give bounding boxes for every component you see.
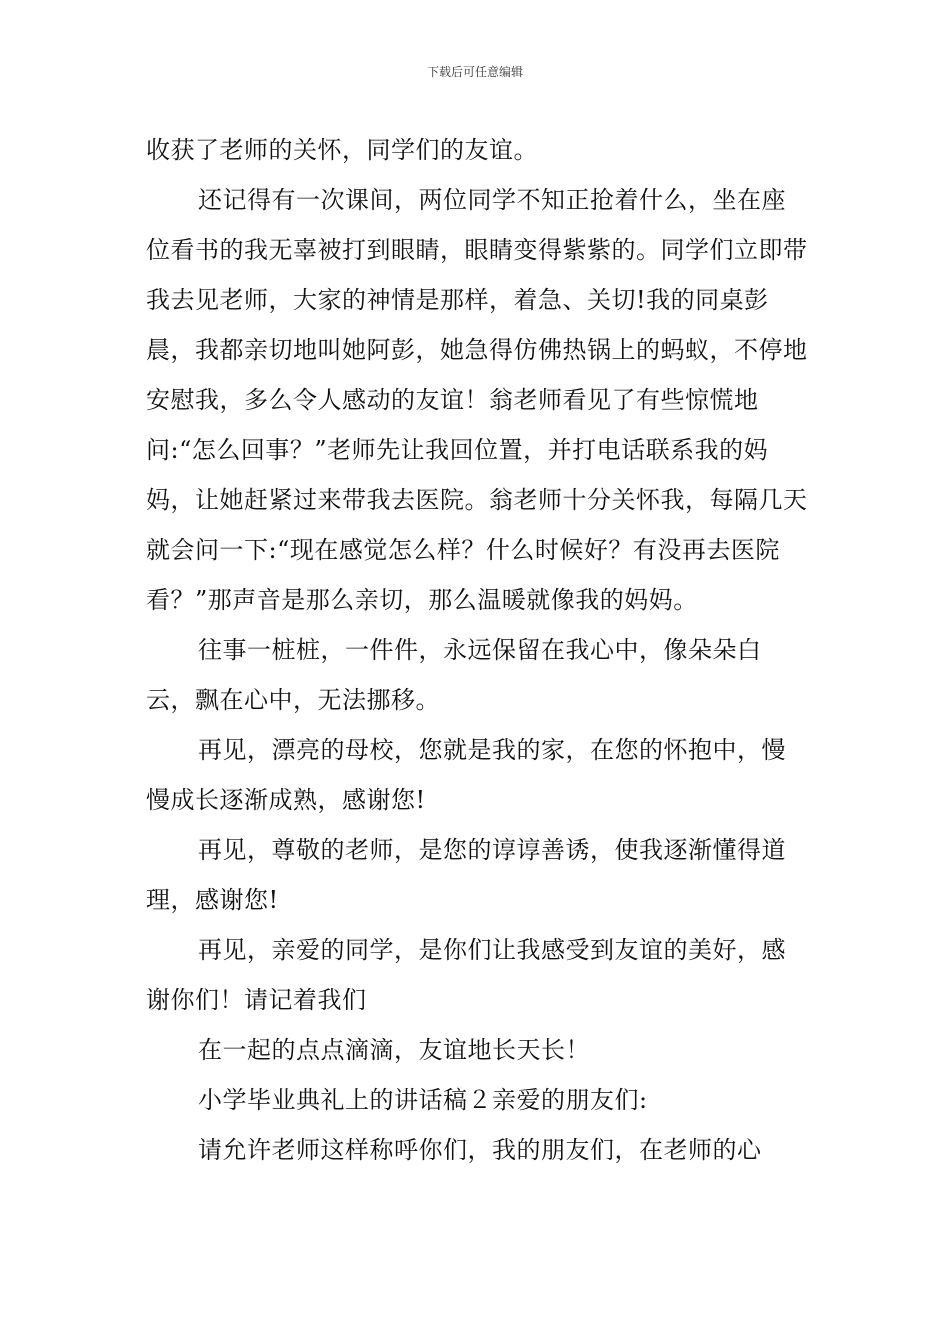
paragraph: 再见，漂亮的母校，您就是我的家，在您的怀抱中，慢慢成长逐渐成熟，感谢您! <box>146 736 786 814</box>
paragraph: 在一起的点点滴滴，友谊地长天长！ <box>198 1036 590 1064</box>
page-header: 下载后可任意编辑 <box>426 65 523 79</box>
paragraph: 请允许老师这样称呼你们，我的朋友们，在老师的心 <box>198 1136 762 1164</box>
paragraph: 再见，亲爱的同学，是你们让我感受到友谊的美好，感谢你们！请记着我们 <box>146 936 786 1014</box>
document-body <box>146 125 808 1175</box>
paragraph: 还记得有一次课间，两位同学不知正抢着什么，坐在座位看书的我无辜被打到眼睛，眼睛变得紫紫的。同学们立即带我去见老师，大家的神情是那样，着急、关切!我的同桌彭晨，我都亲切地叫她阿彭，她急得仿佛热锅上的蚂蚁，不停地安慰我，多么令人感动的友谊！翁老师看见了有些惊慌地问:“怎么回事？”老师先让我回位置，并打电话联系我的妈妈，让她赶紧过来带我去医院。翁老师十分关怀我，每隔几天就会问一下:“现在感觉怎么样？什么时候好？有没再去医院看？”那声音是那么亲切，那么温暖就像我的妈妈。 <box>146 186 808 614</box>
paragraph: 收获了老师的关怀，同学们的友谊。 <box>146 136 538 164</box>
paragraph: 再见，尊敬的老师，是您的谆谆善诱，使我逐渐懂得道理，感谢您! <box>146 836 786 914</box>
paragraph: 小学毕业典礼上的讲话稿２亲爱的朋友们: <box>198 1086 648 1114</box>
paragraph: 往事一桩桩，一件件，永远保留在我心中，像朵朵白云，飘在心中，无法挪移。 <box>146 636 762 714</box>
